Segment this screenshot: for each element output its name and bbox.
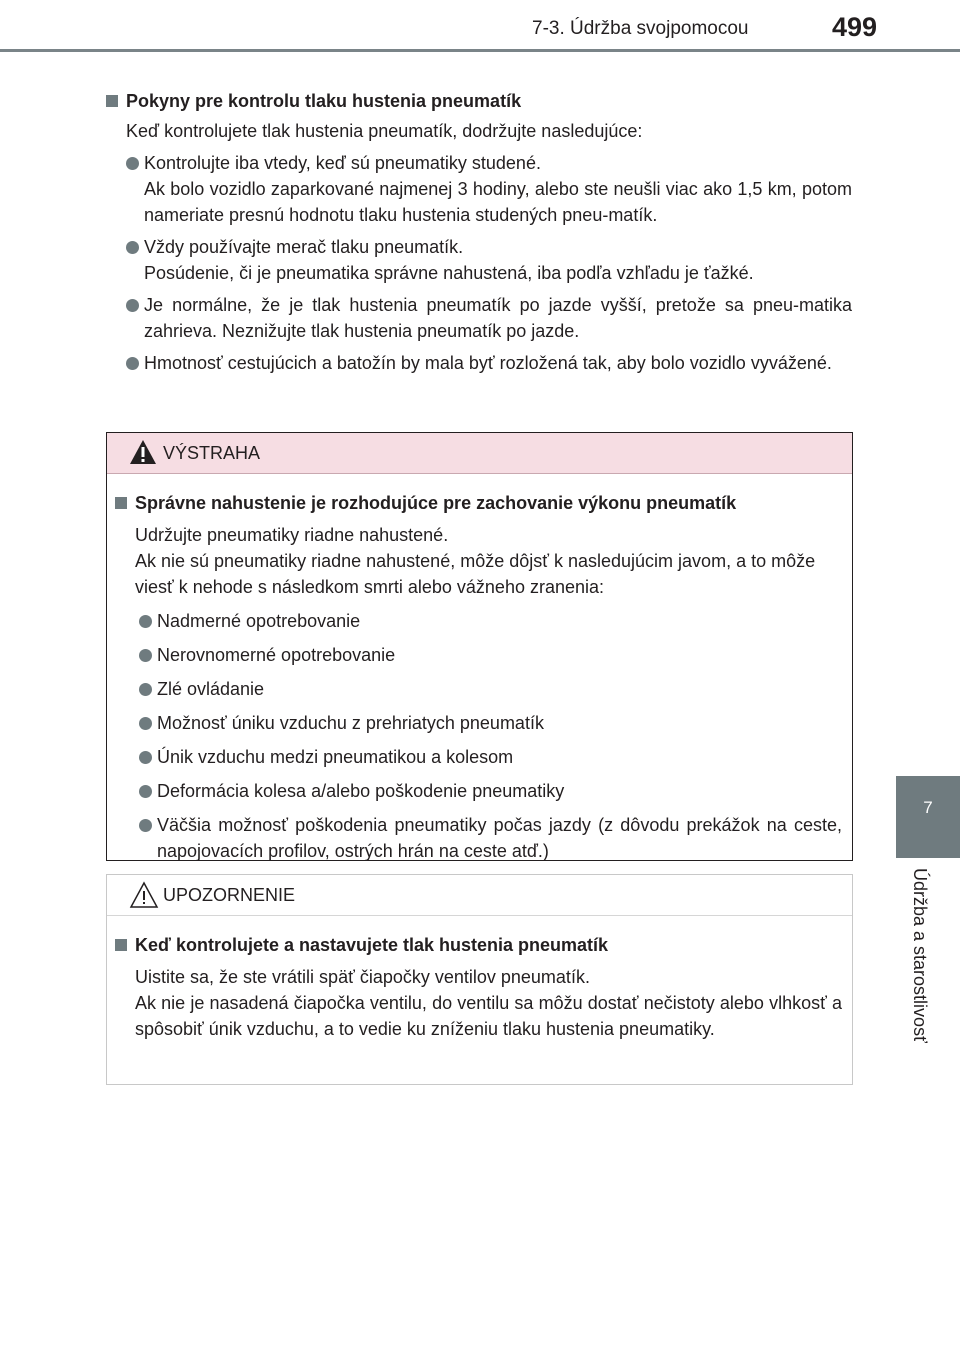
bullet-dot-icon [126,357,139,370]
chapter-title: Údržba a starostlivosť [910,868,930,1043]
page-header [0,0,960,80]
bullet-dot-icon [139,751,152,764]
section-heading: Pokyny pre kontrolu tlaku hustenia pneumatík [106,88,852,114]
caution-heading: Keď kontrolujete a nastavujete tlak hustenia pneumatík [115,932,842,958]
list-item: Možnosť úniku vzduchu z prehriatych pneumatík [115,710,842,736]
chapter-number: 7 [923,798,933,817]
list-item: Väčšia možnosť poškodenia pneumatiky počas jazdy (z dôvodu prekážok na ceste, napojovacích profilov, ostrých hrán na ceste atď.) [115,812,842,864]
warning-body [107,474,852,864]
list-item: Deformácia kolesa a/alebo poškodenie pneumatiky [115,778,842,804]
main-content [106,88,852,376]
bullet-dot-icon [126,157,139,170]
caution-body [107,916,852,1042]
warning-triangle-icon [129,439,157,465]
bullet-dot-icon [139,717,152,730]
warning-box [106,432,853,861]
list-item: Hmotnosť cestujúcich a batožín by mala byť rozložená tak, aby bolo vozidlo vyvážené. [106,350,852,376]
bullet-dot-icon [139,649,152,662]
header-rule [0,49,960,52]
list-item: Je normálne, že je tlak hustenia pneumatík po jazde vyšší, pretože sa pneu-matika zahrieva. Neznižujte tlak hustenia pneumatík po jazde. [106,292,852,344]
bullet-dot-icon [126,241,139,254]
bullet-dot-icon [139,615,152,628]
bullet-dot-icon [139,819,152,832]
list-item: Nadmerné opotrebovanie [115,608,842,634]
square-bullet-icon [115,939,127,951]
bullet-dot-icon [126,299,139,312]
list-item: Nerovnomerné opotrebovanie [115,642,842,668]
bullet-dot-icon [139,683,152,696]
caution-box [106,874,853,1085]
chapter-tab [896,776,960,858]
intro-text: Keď kontrolujete tlak hustenia pneumatík, dodržujte nasledujúce: [126,121,643,141]
caution-title: UPOZORNENIE [163,885,296,905]
square-bullet-icon [106,95,118,107]
warning-text: Udržujte pneumatiky riadne nahustené. Ak nie sú pneumatiky riadne nahustené, môže dôjsť k nasledujúcim javom, a to môže viesť k nehode s následkom smrti alebo vážneho zranenia: [135,525,816,597]
caution-text: Uistite sa, že ste vrátili späť čiapočky ventilov pneumatík. Ak nie je nasadená čiapočka ventilu, do ventilu sa môžu dostať nečistoty alebo vlhkosť a spôsobiť únik vzduchu, a to vedie ku zníženiu tlaku hustenia pneumatiky. [135,967,842,1039]
page-number: 499 [832,12,878,42]
warning-title: VÝSTRAHA [163,443,261,463]
caution-triangle-icon [129,881,159,909]
warning-header [107,433,852,474]
caution-header [107,875,852,916]
list-item: Zlé ovládanie [115,676,842,702]
list-item: Kontrolujte iba vtedy, keď sú pneumatiky studené. Ak bolo vozidlo zaparkované najmenej 3 hodiny, alebo ste neušli viac ako 1,5 km, potom nameriate presnú hodnotu tlaku hustenia studených pneu-matík. [106,150,852,228]
list-item: Únik vzduchu medzi pneumatikou a kolesom [115,744,842,770]
warning-heading: Správne nahustenie je rozhodujúce pre zachovanie výkonu pneumatík [115,490,842,516]
square-bullet-icon [115,497,127,509]
bullet-dot-icon [139,785,152,798]
section-title: 7-3. Údržba svojpomocou [532,18,749,39]
list-item: Vždy používajte merač tlaku pneumatík. Posúdenie, či je pneumatika správne nahustená, iba podľa vzhľadu je ťažké. [106,234,852,286]
